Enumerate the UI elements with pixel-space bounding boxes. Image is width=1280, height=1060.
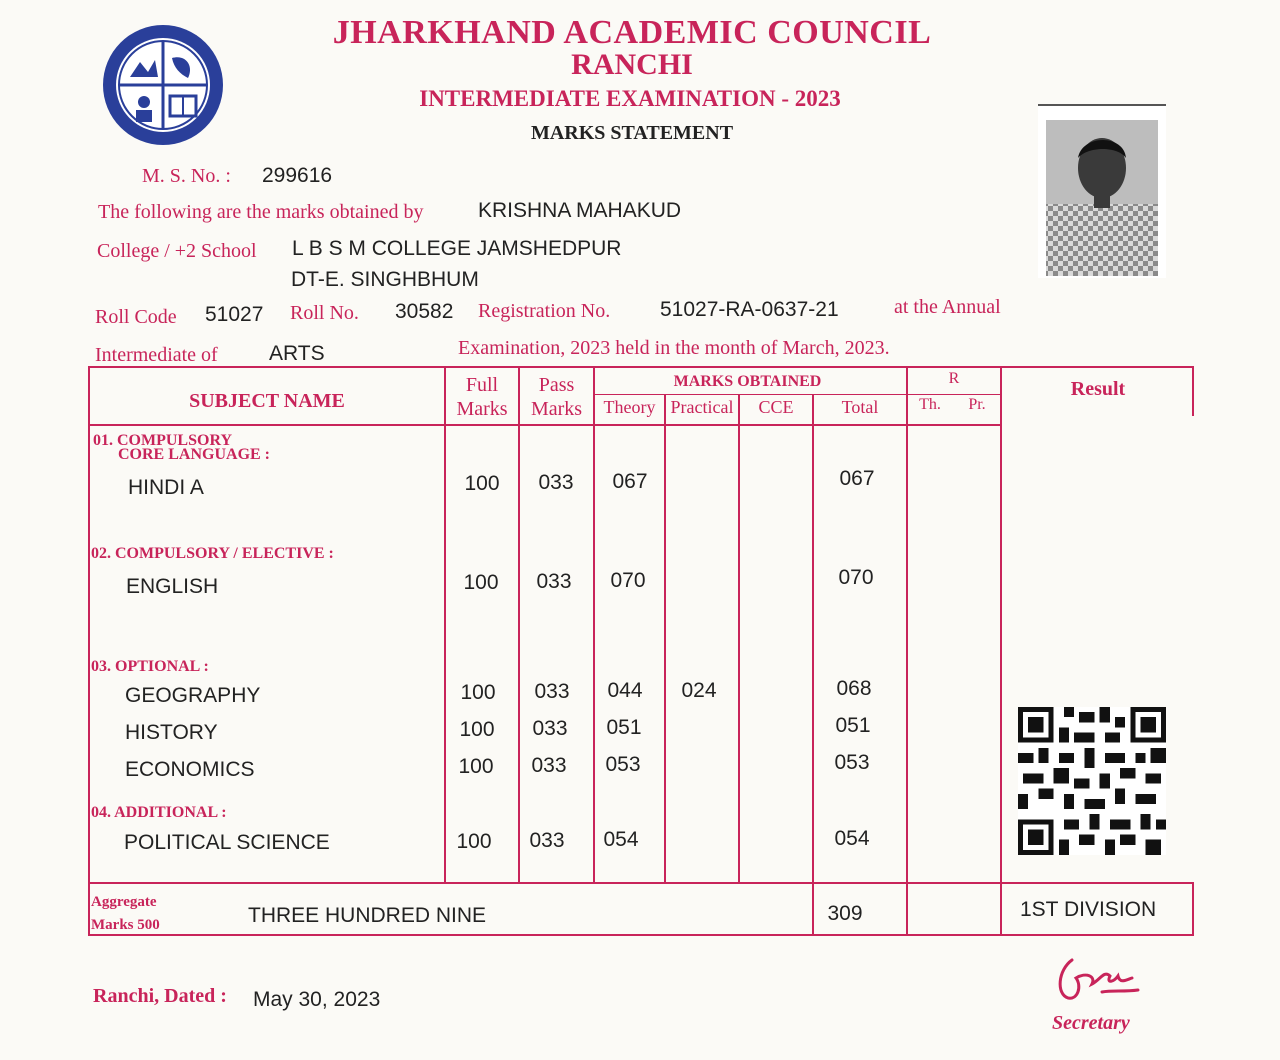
college-district: DT-E. SINGHBHUM [291, 268, 479, 291]
total-marks: 053 [834, 751, 870, 774]
theory-marks: 053 [605, 753, 641, 776]
statement-title: MARKS STATEMENT [530, 122, 734, 144]
registration-value: 51027-RA-0637-21 [660, 298, 839, 321]
section-optional: 03. OPTIONAL : [91, 658, 209, 675]
header-cce: CCE [758, 397, 794, 417]
roll-code-value: 51027 [205, 303, 264, 326]
header-subject-name: SUBJECT NAME [189, 390, 345, 412]
ms-no-value: 299616 [262, 164, 333, 187]
header-total: Total [841, 397, 879, 417]
dated-label: Ranchi, Dated : [93, 985, 227, 1007]
exam-title: INTERMEDIATE EXAMINATION - 2023 [419, 86, 841, 111]
roll-code-label: Roll Code [95, 306, 177, 328]
issue-date: May 30, 2023 [253, 988, 381, 1011]
total-marks: 051 [835, 714, 871, 737]
subject-name: GEOGRAPHY [125, 684, 261, 707]
section-core-language: CORE LANGUAGE : [118, 446, 271, 463]
section-additional: 04. ADDITIONAL : [91, 804, 227, 821]
full-marks: 100 [460, 681, 496, 704]
header-full-1: Full [465, 374, 499, 396]
section-compulsory-elective: 02. COMPULSORY / ELECTIVE : [91, 545, 334, 562]
student-name: KRISHNA MAHAKUD [478, 199, 682, 222]
aggregate-total: 309 [827, 902, 863, 925]
stream-value: ARTS [269, 342, 325, 365]
total-marks: 068 [836, 677, 872, 700]
theory-marks: 054 [603, 828, 639, 851]
roll-no-value: 30582 [395, 300, 454, 323]
pass-marks: 033 [531, 754, 567, 777]
full-marks: 100 [456, 830, 492, 853]
total-marks: 067 [839, 467, 875, 490]
obtained-label: The following are the marks obtained by [98, 201, 424, 223]
subject-name: POLITICAL SCIENCE [124, 831, 330, 854]
theory-marks: 070 [610, 569, 646, 592]
ms-no-label: M. S. No. : [142, 165, 231, 187]
pass-marks: 033 [536, 570, 572, 593]
total-marks: 054 [834, 827, 870, 850]
subject-name: ENGLISH [126, 575, 219, 598]
secretary-signature [1052, 950, 1142, 1008]
theory-marks: 067 [612, 470, 648, 493]
header-practical: Practical [670, 397, 734, 417]
pass-marks: 033 [538, 471, 574, 494]
student-photo [1038, 104, 1166, 278]
subject-name: ECONOMICS [125, 758, 255, 781]
exam-held-text: Examination, 2023 held in the month of March, 2023. [458, 337, 890, 359]
header-pr: Pr. [968, 396, 986, 413]
subject-name: HISTORY [125, 721, 218, 744]
header-pass-1: Pass [538, 374, 575, 396]
secretary-label: Secretary [1052, 1012, 1130, 1034]
council-city: RANCHI [571, 48, 693, 81]
practical-marks: 024 [681, 679, 717, 702]
aggregate-label: Aggregate [91, 894, 157, 910]
header-full-2: Marks [456, 398, 508, 420]
result-division: 1ST DIVISION [1020, 898, 1157, 921]
header-pass-2: Marks [530, 398, 583, 420]
full-marks: 100 [458, 755, 494, 778]
intermediate-label: Intermediate of [95, 344, 218, 366]
roll-no-label: Roll No. [290, 302, 359, 324]
pass-marks: 033 [534, 680, 570, 703]
aggregate-max-label: Marks 500 [91, 917, 160, 933]
section-compulsory-core: 01. COMPULSORY [93, 432, 232, 449]
qr-code-icon [1018, 706, 1166, 856]
header-th: Th. [919, 396, 941, 413]
theory-marks: 051 [606, 716, 642, 739]
theory-marks: 044 [607, 679, 643, 702]
pass-marks: 033 [529, 829, 565, 852]
annual-text: at the Annual [894, 296, 1001, 318]
header-theory: Theory [603, 397, 656, 417]
registration-label: Registration No. [478, 300, 611, 322]
college-name: L B S M COLLEGE JAMSHEDPUR [292, 237, 622, 260]
council-title: JHARKHAND ACADEMIC COUNCIL [332, 14, 932, 51]
subject-name: HINDI A [128, 476, 204, 499]
total-marks: 070 [838, 566, 874, 589]
college-label: College / +2 School [97, 240, 257, 262]
header-result: Result [1070, 378, 1126, 400]
aggregate-words: THREE HUNDRED NINE [248, 904, 487, 927]
header-marks-obtained: MARKS OBTAINED [673, 373, 822, 390]
pass-marks: 033 [532, 717, 568, 740]
full-marks: 100 [459, 718, 495, 741]
full-marks: 100 [464, 472, 500, 495]
header-r: R [948, 370, 960, 387]
full-marks: 100 [463, 571, 499, 594]
